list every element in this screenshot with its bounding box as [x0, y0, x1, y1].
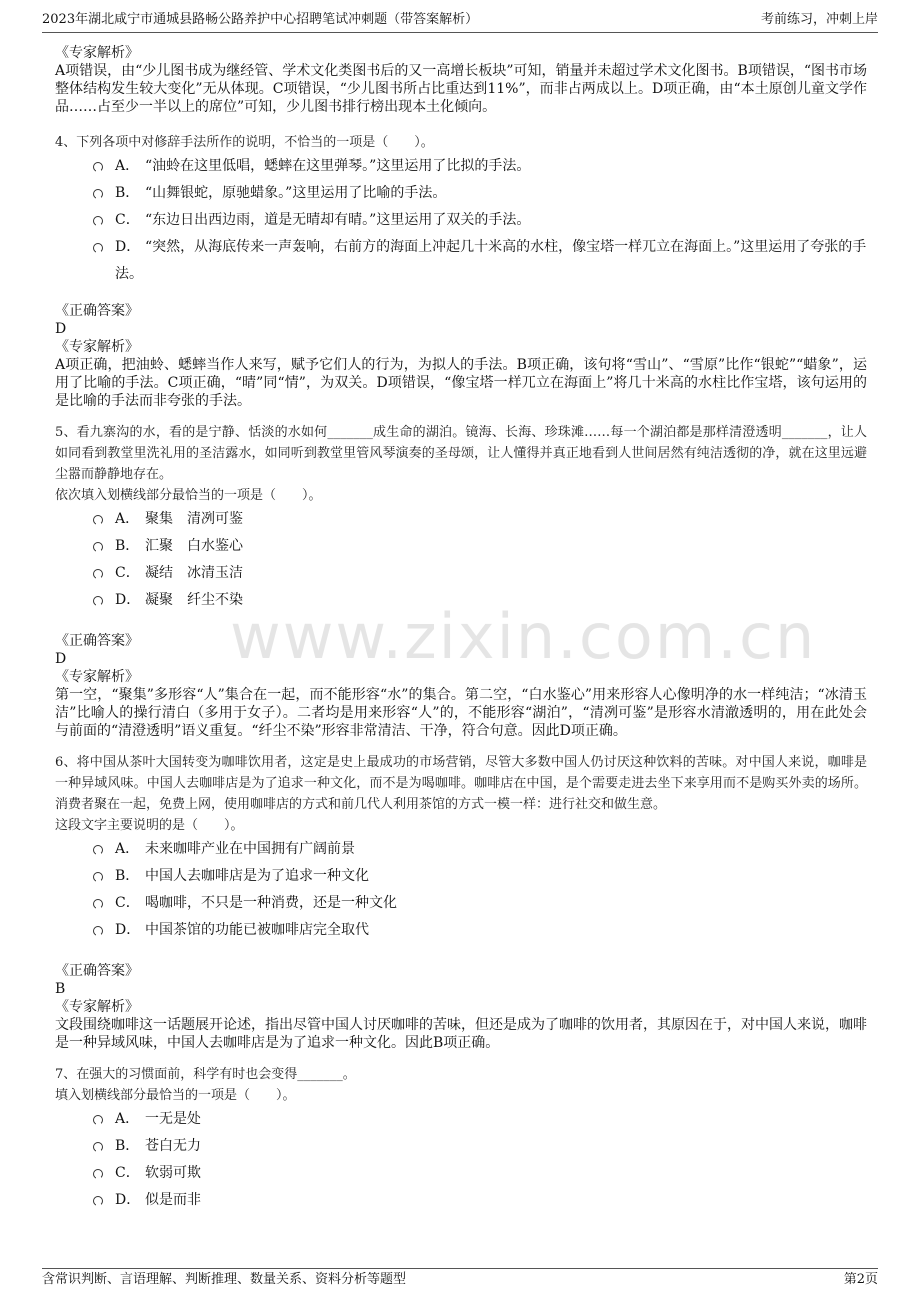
- page-footer: [42, 1268, 878, 1291]
- radio-icon[interactable]: [93, 899, 103, 909]
- question-5-options: [93, 506, 867, 614]
- option-c[interactable]: C． 凝结 冰清玉洁: [93, 560, 867, 587]
- question-4-options: [93, 153, 867, 288]
- analysis-label: 《专家解析》: [55, 45, 139, 61]
- analysis-label: 《专家解析》: [55, 339, 139, 355]
- option-b[interactable]: B． 汇聚 白水鉴心: [93, 533, 867, 560]
- answer-label: 《正确答案》: [55, 303, 139, 319]
- option-b[interactable]: B． 中国人去咖啡店是为了追求一种文化: [93, 863, 867, 890]
- question-5-stem: 5、看九寨沟的水，看的是宁静、恬淡的水如何_______成生命的湖泊。镜海、长海、珍珠滩……每一个湖泊都是那样清澄透明_______，让人如同看到教堂里洗礼用的圣洁露水，如同听到教堂里管风琴演奏的圣母颂，让人懂得并真正地看到人世间居然有纯洁透彻的净，就在这里远避尘嚣而静静地存在。: [55, 425, 867, 482]
- header-slogan: 考前练习，冲刺上岸: [760, 12, 878, 27]
- answer-label: 《正确答案》: [55, 963, 139, 979]
- option-c[interactable]: C． “东边日出西边雨，道是无晴却有晴。”这里运用了双关的手法。: [93, 207, 867, 234]
- analysis-text: 文段围绕咖啡这一话题展开论述，指出尽管中国人讨厌咖啡的苦味，但还是成为了咖啡的饮用者，其原因在于，对中国人来说，咖啡是一种异域风味，中国人去咖啡店是为了追求一种文化。因此B项正确。: [55, 1017, 867, 1051]
- analysis-text: 第一空，“聚集”多形容“人”集合在一起，而不能形容“水”的集合。第二空，“白水鉴心”用来形容人心像明净的水一样纯洁；“冰清玉洁”比喻人的操行清白（多用于女子）。二者均是用来形容“人”的，不能形容“湖泊”，“清冽可鉴”是形容水清澈透明的，用在此处会与前面的“清澄透明”语义重复。“纤尘不染”形容非常清洁、干净，符合句意。因此D项正确。: [55, 687, 867, 739]
- answer-value: D: [55, 321, 67, 337]
- radio-icon[interactable]: [93, 1142, 103, 1152]
- radio-icon[interactable]: [93, 542, 103, 552]
- option-b[interactable]: B． 苍白无力: [93, 1133, 867, 1160]
- analysis-text: A项错误，由“少儿图书成为继经管、学术文化类图书后的又一高增长板块”可知，销量并未超过学术文化图书。B项错误，“图书市场整体结构发生较大变化”无从体现。C项错误，“少儿图书所占比重达到11%”，而非占两成以上。D项正确，由“本土原创儿童文学作品……占至少一半以上的席位”可知，少儿图书排行榜出现本土化倾向。: [55, 63, 867, 115]
- analysis-text: A项正确，把油蛉、蟋蟀当作人来写，赋予它们人的行为，为拟人的手法。B项正确，该句将“雪山”、“雪原”比作“银蛇”“蜡象”，运用了比喻的手法。C项正确，“晴”同“情”，为双关。D项错误，“像宝塔一样兀立在海面上”将几十米高的水柱比作宝塔，该句运用的是比喻的手法而非夸张的手法。: [55, 357, 867, 409]
- question-7-options: [93, 1106, 867, 1214]
- option-c[interactable]: C． 喝咖啡，不只是一种消费，还是一种文化: [93, 890, 867, 917]
- document-title: 2023年湖北咸宁市通城县路畅公路养护中心招聘笔试冲刺题（带答案解析）: [42, 12, 479, 27]
- option-d[interactable]: D． 凝聚 纤尘不染: [93, 587, 867, 614]
- radio-icon[interactable]: [93, 872, 103, 882]
- question-5-prompt: 依次填入划横线部分最恰当的一项是（ ）。: [55, 488, 322, 503]
- radio-icon[interactable]: [93, 926, 103, 936]
- option-a[interactable]: A． 一无是处: [93, 1106, 867, 1133]
- option-a[interactable]: A． “油蛉在这里低唱，蟋蟀在这里弹琴。”这里运用了比拟的手法。: [93, 153, 867, 180]
- question-4-stem: 4、下列各项中对修辞手法所作的说明，不恰当的一项是（ ）。: [55, 135, 434, 150]
- radio-icon[interactable]: [93, 515, 103, 525]
- watermark: www.zixin.com.cn: [230, 600, 817, 673]
- radio-icon[interactable]: [93, 1169, 103, 1179]
- radio-icon[interactable]: [93, 243, 103, 253]
- question-7-stem: 7、在强大的习惯面前，科学有时也会变得_______。: [55, 1067, 356, 1082]
- page-header: [42, 8, 878, 33]
- radio-icon[interactable]: [93, 1196, 103, 1206]
- answer-value: D: [55, 651, 67, 667]
- option-d[interactable]: D． 中国茶馆的功能已被咖啡店完全取代: [93, 917, 867, 944]
- analysis-label: 《专家解析》: [55, 999, 139, 1015]
- radio-icon[interactable]: [93, 189, 103, 199]
- question-6-prompt: 这段文字主要说明的是（ ）。: [55, 818, 244, 833]
- page-number: 第2页: [843, 1272, 878, 1287]
- radio-icon[interactable]: [93, 845, 103, 855]
- option-d[interactable]: D． 似是而非: [93, 1187, 867, 1214]
- radio-icon[interactable]: [93, 216, 103, 226]
- question-7-prompt: 填入划横线部分最恰当的一项是（ ）。: [55, 1088, 296, 1103]
- option-b[interactable]: B． “山舞银蛇，原驰蜡象。”这里运用了比喻的手法。: [93, 180, 867, 207]
- question-6-options: [93, 836, 867, 944]
- option-c[interactable]: C． 软弱可欺: [93, 1160, 867, 1187]
- option-a[interactable]: A． 聚集 清冽可鉴: [93, 506, 867, 533]
- option-d[interactable]: D． “突然，从海底传来一声轰响，右前方的海面上冲起几十米高的水柱，像宝塔一样兀立在海面上。”这里运用了夸张的手法。: [93, 234, 867, 288]
- radio-icon[interactable]: [93, 596, 103, 606]
- radio-icon[interactable]: [93, 162, 103, 172]
- page-content: [55, 44, 867, 1214]
- answer-label: 《正确答案》: [55, 633, 139, 649]
- radio-icon[interactable]: [93, 569, 103, 579]
- footer-description: 含常识判断、言语理解、判断推理、数量关系、资料分析等题型: [42, 1272, 407, 1287]
- analysis-label: 《专家解析》: [55, 669, 139, 685]
- question-6-stem: 6、将中国从茶叶大国转变为咖啡饮用者，这定是史上最成功的市场营销，尽管大多数中国人仍讨厌这种饮料的苦味。对中国人来说，咖啡是一种异域风味。中国人去咖啡店是为了追求一种文化，而不是为喝咖啡。咖啡店在中国，是个需要走进去坐下来享用而不是购买外卖的场所。消费者聚在一起，免费上网，使用咖啡店的方式和前几代人利用茶馆的方式一模一样：进行社交和做生意。: [55, 755, 867, 812]
- option-a[interactable]: A． 未来咖啡产业在中国拥有广阔前景: [93, 836, 867, 863]
- radio-icon[interactable]: [93, 1115, 103, 1125]
- answer-value: B: [55, 981, 66, 997]
